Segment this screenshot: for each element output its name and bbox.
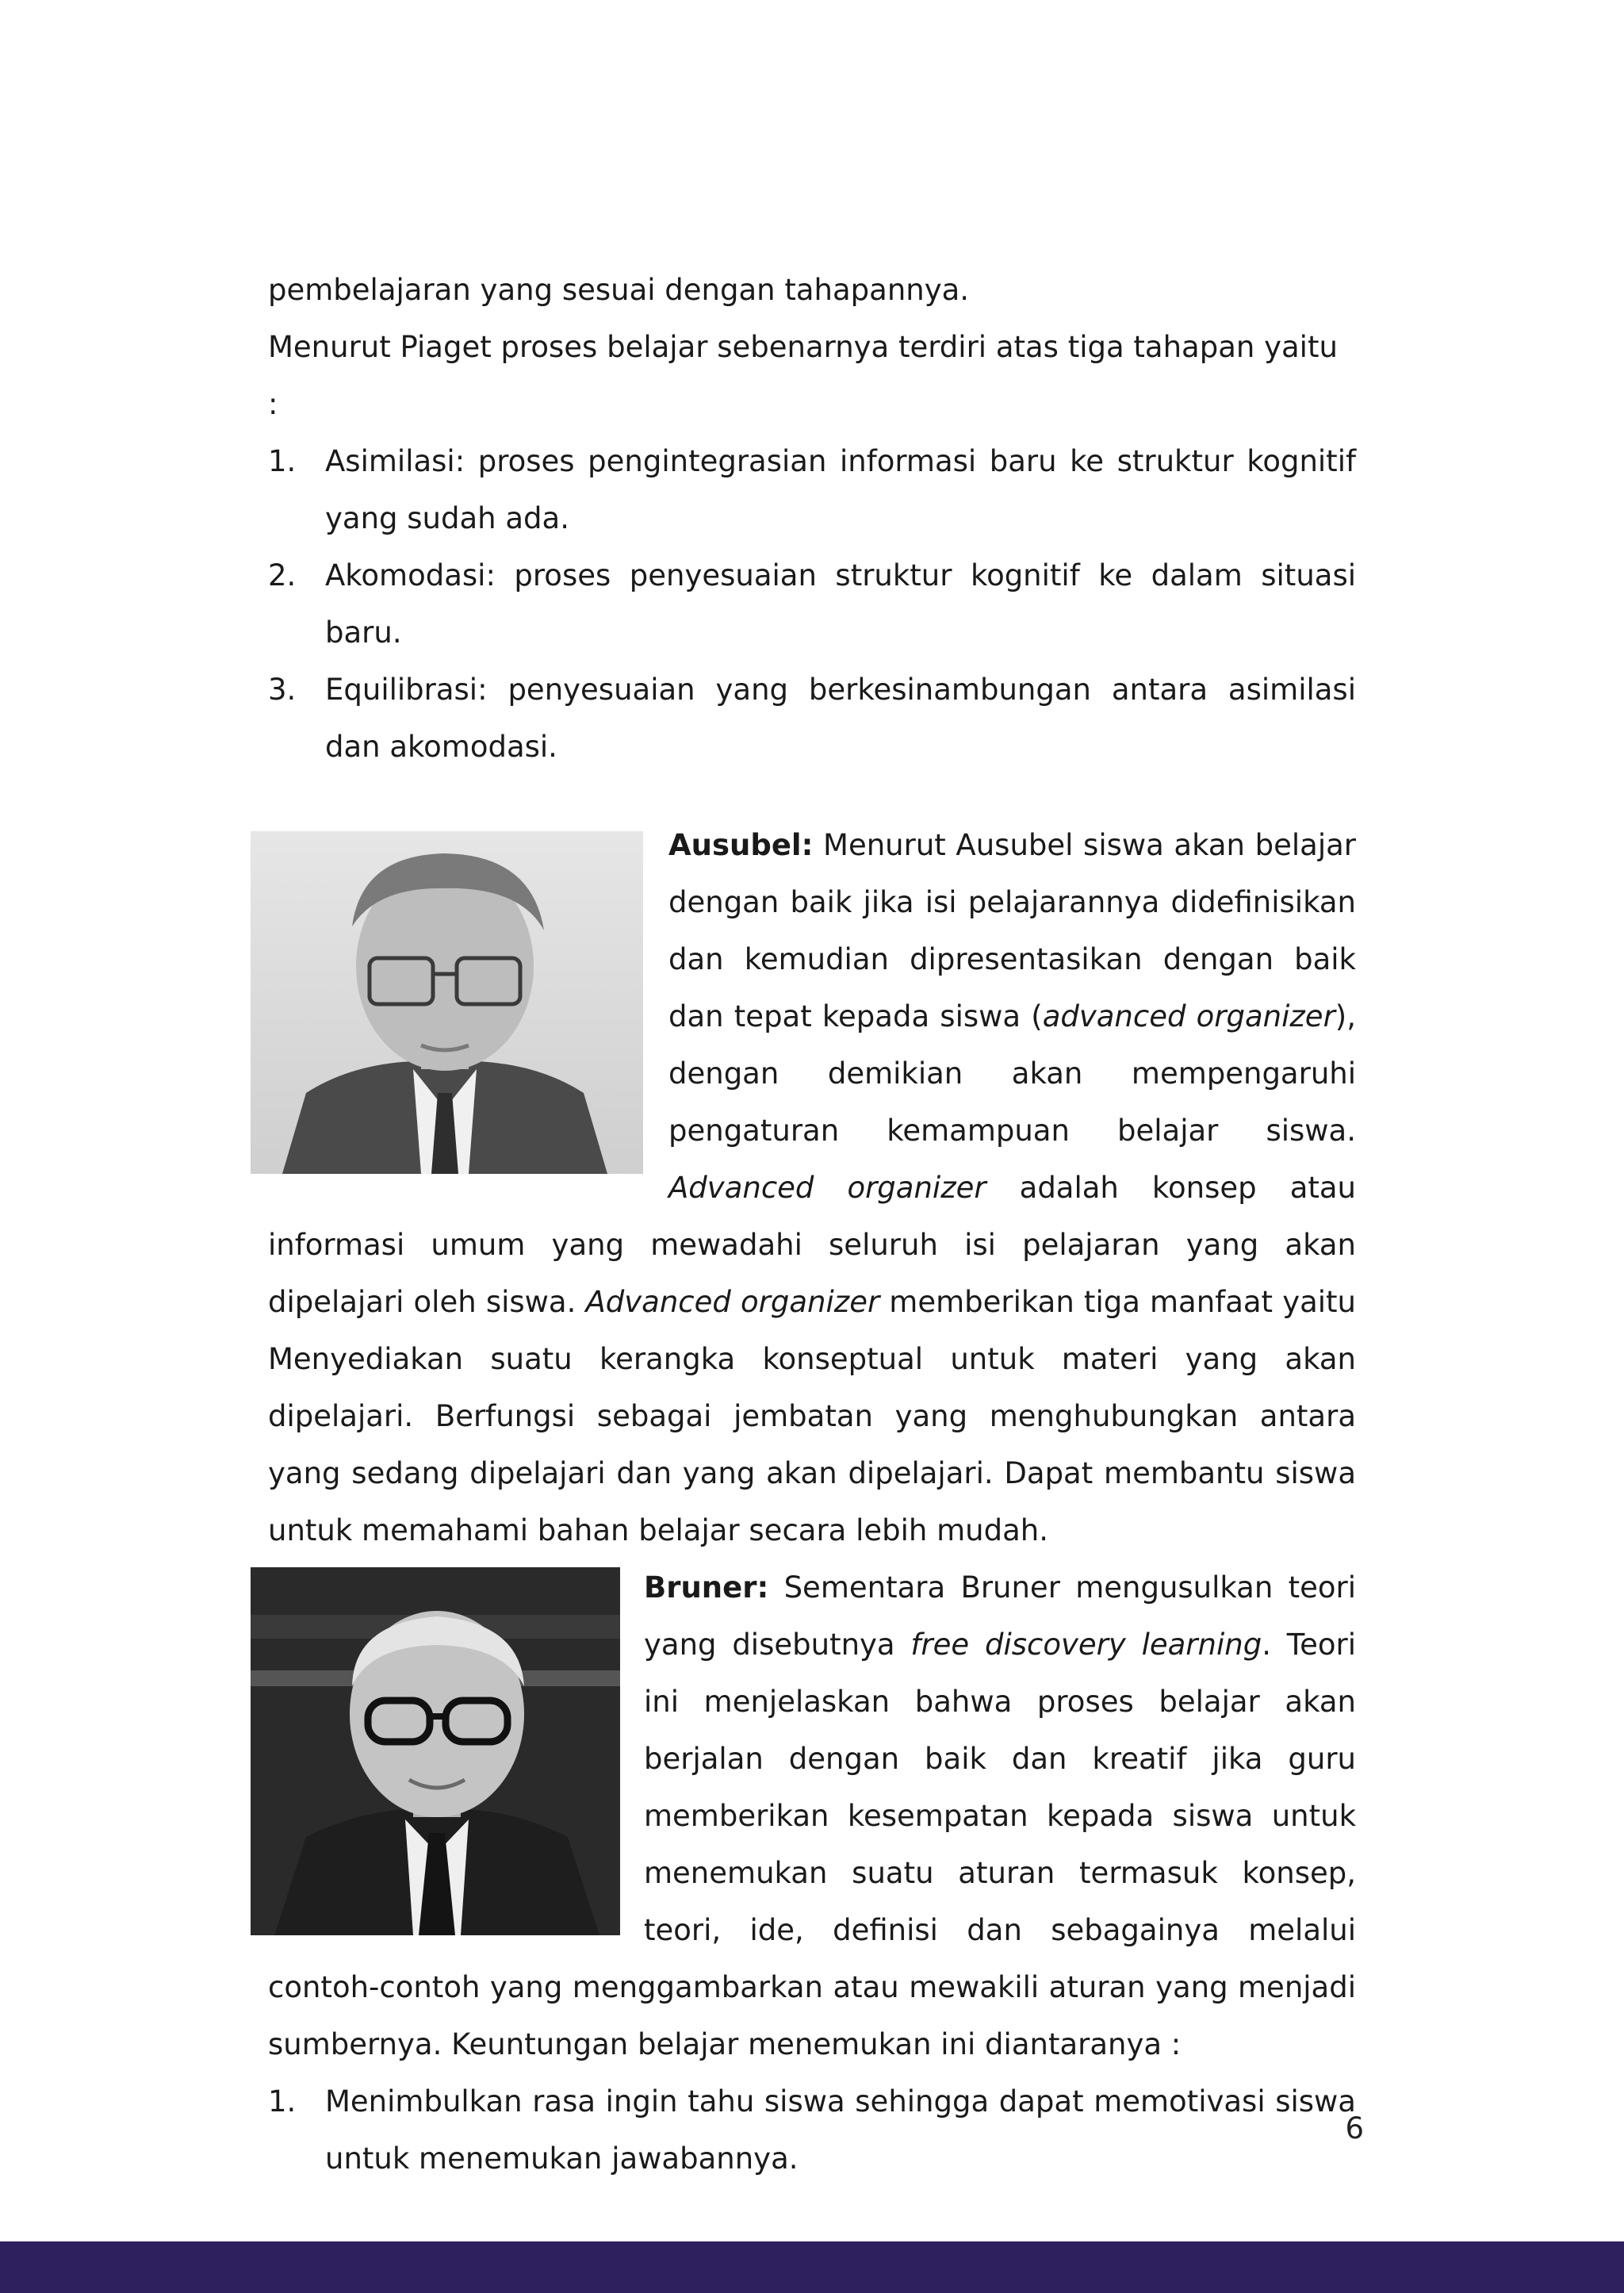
list-item xyxy=(268,547,1356,661)
intro-line-2: Menurut Piaget proses belajar sebenarnya terdiri atas tiga tahapan yaitu : xyxy=(268,330,1338,421)
footer-bar xyxy=(0,2241,1624,2293)
bruner-portrait-drawing xyxy=(251,1567,620,1935)
piaget-steps-list xyxy=(268,433,1356,776)
bruner-italic-1: free discovery learning xyxy=(910,1628,1262,1662)
bruner-benefits-list xyxy=(268,2073,1356,2188)
list-item xyxy=(268,2073,1356,2188)
ausubel-italic-2: Advanced organizer xyxy=(668,1171,986,1205)
page-content xyxy=(268,262,1356,2188)
ausubel-text-1: Menurut Ausubel siswa akan belajar dengan baik jika isi pelajarannya didefinisikan dan kemudian dipresentasikan dengan baik dan tepat kepada siswa ( xyxy=(668,828,1356,1033)
list-item xyxy=(268,433,1356,547)
ausubel-italic-3: Advanced organizer xyxy=(585,1285,880,1319)
list-text: Menimbulkan rasa ingin tahu siswa sehingga dapat memotivasi siswa untuk menemukan jawabannya. xyxy=(325,2084,1356,2176)
ausubel-portrait-drawing xyxy=(251,831,643,1174)
page-number: 6 xyxy=(1345,2111,1364,2145)
bruner-portrait xyxy=(251,1567,620,1935)
bruner-name: Bruner: xyxy=(644,1570,769,1605)
list-text: Asimilasi: proses pengintegrasian informasi baru ke struktur kognitif yang sudah ada. xyxy=(325,444,1356,535)
bruner-text-1: Sementara Bruner mengusulkan teori yang disebutnya xyxy=(644,1570,1356,1662)
list-text: Equilibrasi: penyesuaian yang berkesinambungan antara asimilasi dan akomodasi. xyxy=(325,673,1356,764)
ausubel-text-4: memberikan tiga manfaat yaitu Menyediakan suatu kerangka konseptual untuk materi yang akan dipelajari. Berfungsi sebagai jembatan yang menghubungkan antara yang sedang dipelajari dan yang akan dipelajari. Dapat membantu siswa untuk memahami bahan belajar secara lebih mudah. xyxy=(268,1285,1356,1547)
intro-line-1: pembelajaran yang sesuai dengan tahapannya. xyxy=(268,273,970,307)
ausubel-text-2: ), dengan demikian akan mempengaruhi pengaturan kemampuan belajar siswa. xyxy=(668,999,1356,1148)
list-item xyxy=(268,661,1356,776)
list-number: 1. xyxy=(268,2084,297,2119)
bruner-text-2: . Teori ini menjelaskan bahwa proses belajar akan berjalan dengan baik dan kreatif jika guru memberikan kesempatan kepada siswa untuk menemukan suatu aturan termasuk konsep, teori, ide, definisi dan sebagainya melalui contoh-contoh yang menggambarkan atau mewakili aturan yang menjadi sumbernya. Keuntungan belajar menemukan ini diantaranya : xyxy=(268,1628,1356,2061)
ausubel-name: Ausubel: xyxy=(668,828,814,862)
list-text: Akomodasi: proses penyesuaian struktur kognitif ke dalam situasi baru. xyxy=(325,558,1356,650)
list-number: 1. xyxy=(268,444,297,478)
list-number: 2. xyxy=(268,558,297,592)
ausubel-text-3: adalah konsep atau informasi umum yang mewadahi seluruh isi pelajaran yang akan dipelajari oleh siswa. xyxy=(268,1171,1356,1319)
ausubel-italic-1: advanced organizer xyxy=(1042,999,1335,1033)
section-spacer xyxy=(268,776,1356,817)
ausubel-portrait xyxy=(251,831,643,1174)
list-number: 3. xyxy=(268,673,297,707)
